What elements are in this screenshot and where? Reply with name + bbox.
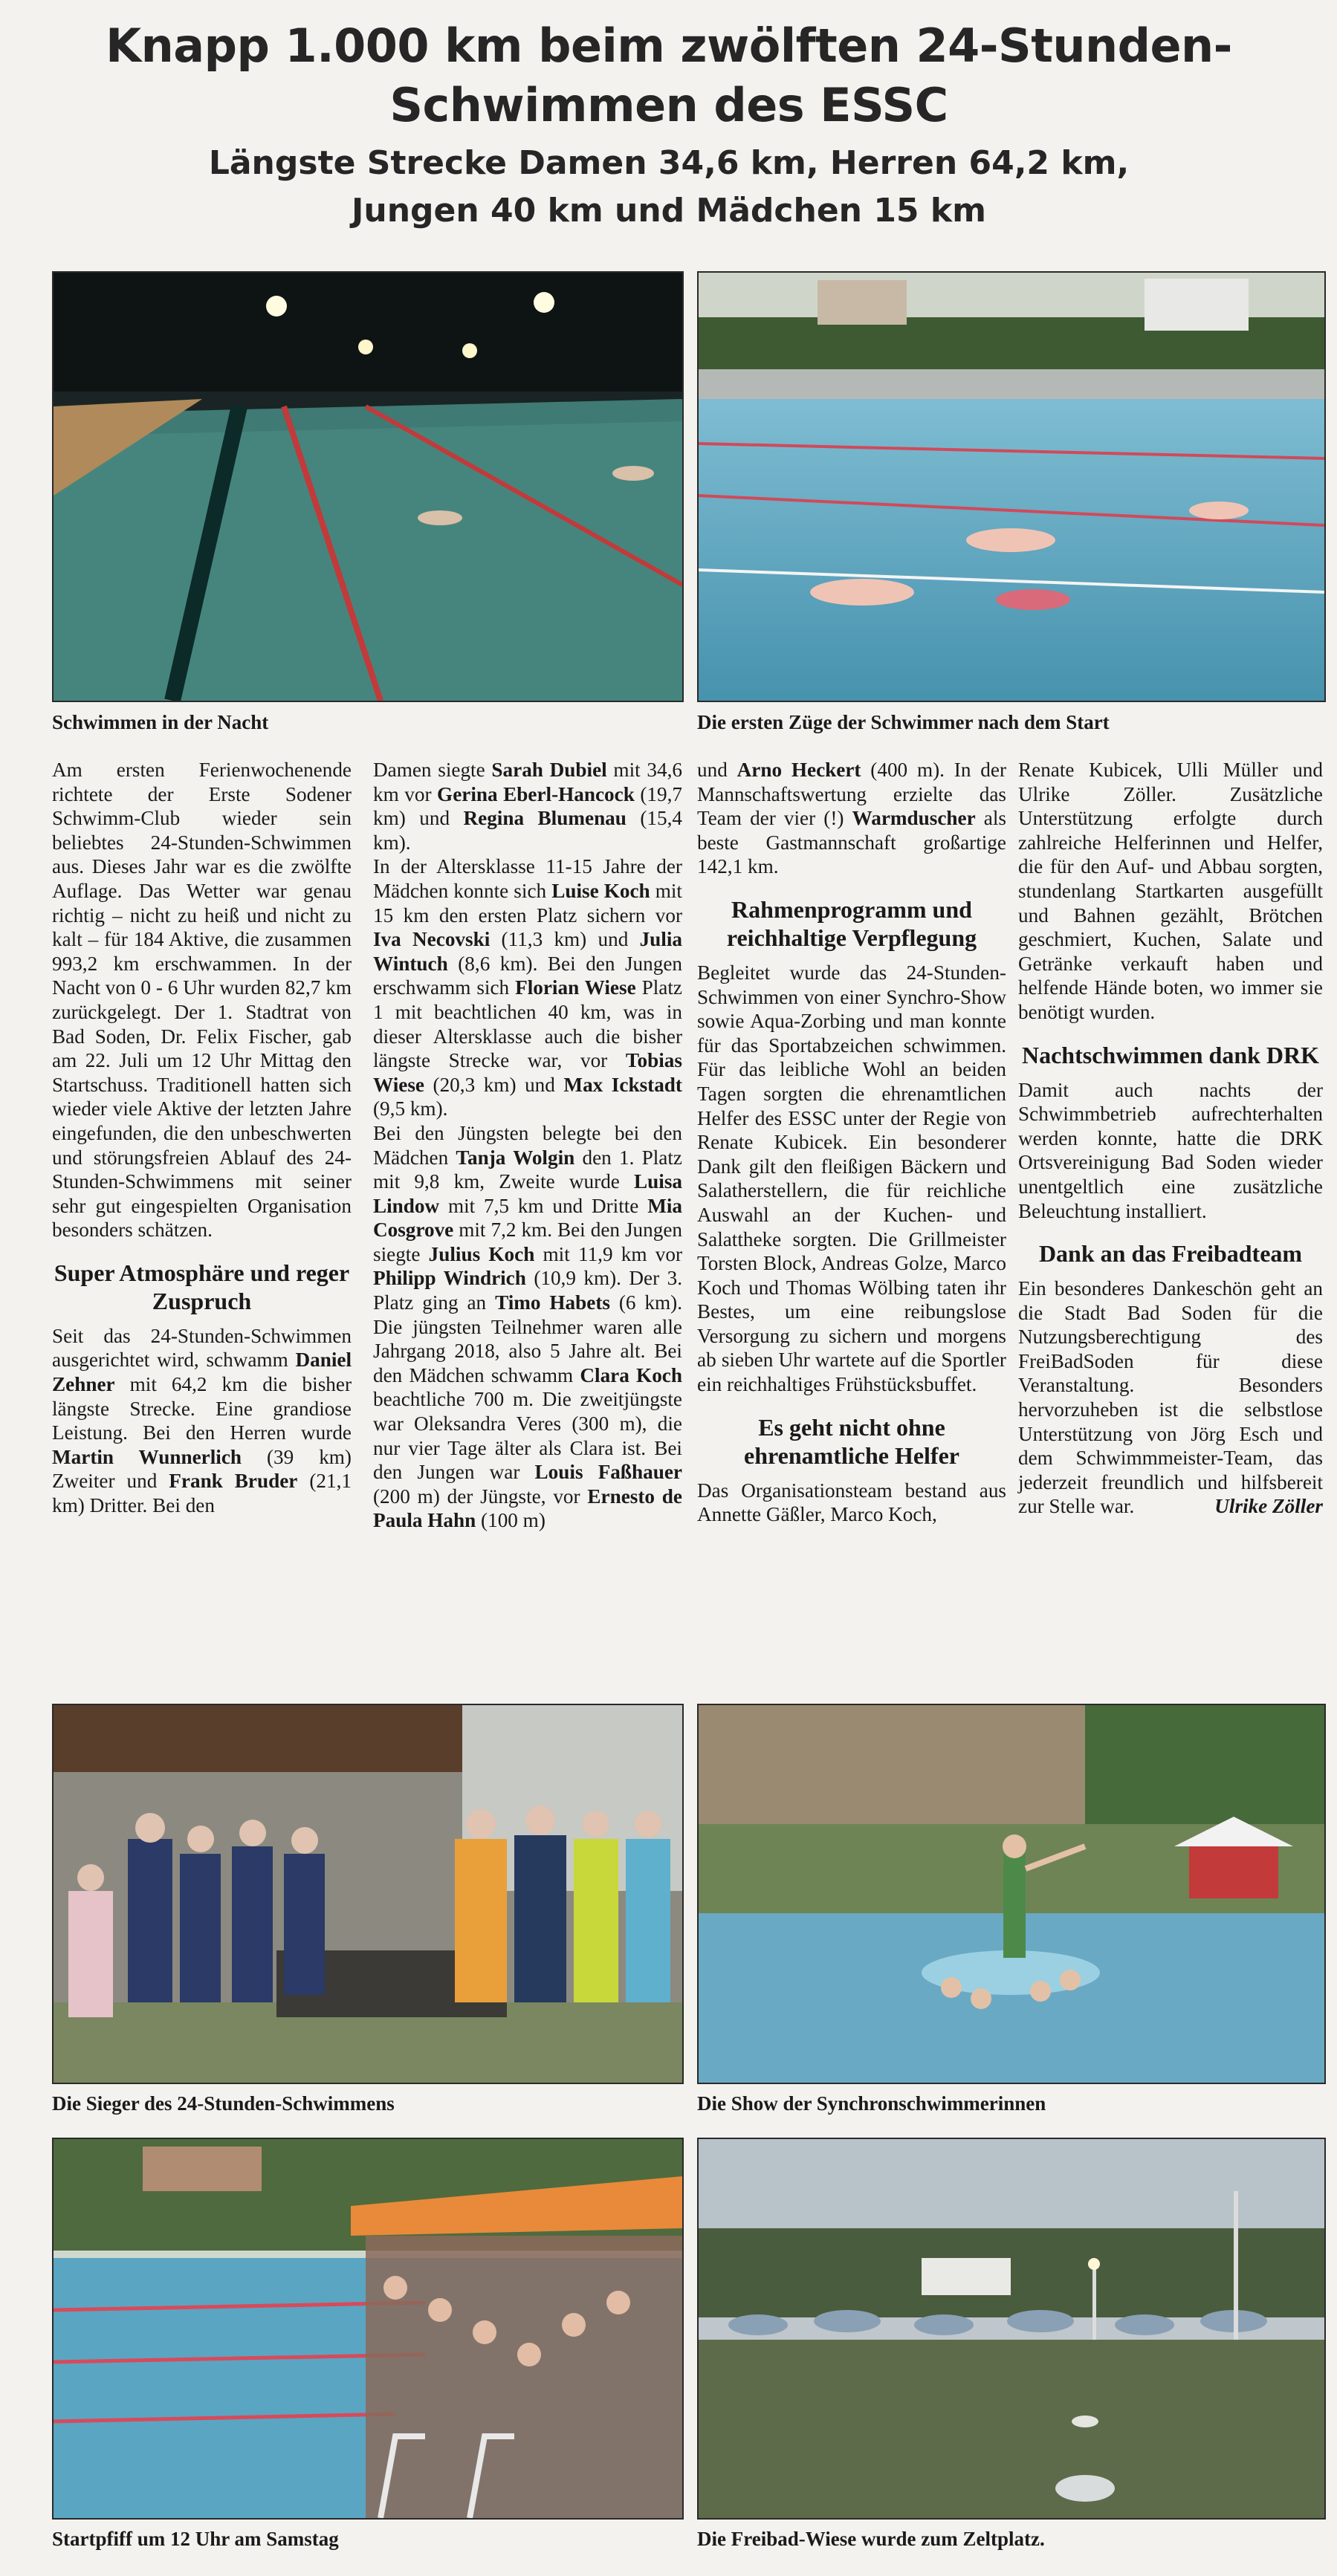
- night-pool-image: [54, 273, 682, 701]
- paragraph-organisation: Das Organisationsteam bestand aus Annette Gäßler, Marco Koch,: [697, 1479, 1006, 1526]
- caption-photo2: Die ersten Züge der Schwimmer nach dem Start: [697, 711, 1110, 733]
- paragraph-intro: Am ersten Ferienwochenende richtete der Erste Sodener Schwimm-Club wieder sein beliebtes 24-Stunden-Schwimmen aus. Dieses Jahr war es die zwölfte Auflage. Das Wetter war genau richtig – nicht zu heiß und nicht zu kalt – für 184 Aktive, die zusammen 993,2 km erschwammen. In der Nacht von 0 - 6 Uhr wurden 82,7 km zurückgelegt. Der 1. Stadtrat von Bad Soden, Dr. Felix Fischer, gab am 22. Juli um 12 Uhr Mittag den Startschuss. Traditionell hatten sich wieder viele Aktive der letzten Jahre eingefunden, die den unbeschwerten und störungsfreien Ablauf des 24-Stunden-Schwimmens mit seiner sehr gut eingespielten Organisation besonders schätzen.: [52, 759, 352, 1242]
- article-title: Knapp 1.000 km beim zwölften 24-Stunden-Schwimmen des ESSC: [106, 19, 1232, 132]
- caption-photo3: Die Sieger des 24-Stunden-Schwimmens: [52, 2092, 395, 2115]
- paragraph-drk: Damit auch nachts der Schwimmbetrieb aufrechterhalten werden konnte, hatte die DRK Ortsvereinigung Bad Soden wieder unentgeltlich eine zusätzliche Beleuchtung installiert.: [1018, 1078, 1323, 1222]
- synchro-swimming-image: [699, 1705, 1324, 2083]
- text-column-1: [52, 758, 352, 1518]
- author-name: Ulrike Zöller: [1214, 1495, 1323, 1518]
- daytime-pool-image: [699, 273, 1324, 701]
- text-column-2: [373, 758, 682, 1533]
- subheading-drk: Nachtschwimmen dank DRK: [1021, 1041, 1320, 1068]
- subheading-helpers: Es geht nicht ohne ehrenamtliche Helfer: [744, 1413, 959, 1469]
- article-subtitle-line2: Jungen 40 km und Mädchen 15 km: [352, 192, 986, 230]
- paragraph-thanks: Ein besonderes Dankeschön geht an die Stadt Bad Soden für die Nutzungsberechtigung des FreiBadSoden für diese Veranstaltung. Besonders hervorzuheben ist die selbstlose Unterstützung von Jörg Esch und dem Schwimmmeister-Team, das jederzeit freundlich und hilfsbereit zur Stelle war. Ulrike Zöller: [1018, 1277, 1323, 1518]
- paragraph-women-results: Damen siegte Sarah Dubiel mit 34,6 km vor Gerina Eberl-Hancock (19,7 km) und Regina Blumenau (15,4 km).: [373, 759, 683, 854]
- photo-start-signal: [52, 2138, 684, 2520]
- caption-photo4: Die Show der Synchronschwimmerinnen: [697, 2092, 1046, 2115]
- article-subtitle-line1: Längste Strecke Damen 34,6 km, Herren 64,2 km,: [208, 144, 1130, 182]
- photo-campsite: [697, 2138, 1326, 2520]
- caption-photo1: Schwimmen in der Nacht: [52, 711, 269, 733]
- paragraph-age-class-results: In der Altersklasse 11-15 Jahre der Mädchen konnte sich Luise Koch mit 15 km den ersten Platz sichern vor Iva Necovski (11,3 km) und Julia Wintuch (8,6 km). Bei den Jungen erschwamm sich Florian Wiese Platz 1 mit beachtlichen 40 km, was in dieser Altersklasse auch die bisher längste Strecke war, vor Tobias Wiese (20,3 km) und Max Ickstadt (9,5 km).: [373, 855, 682, 1120]
- photo-night-swimming: [52, 271, 684, 702]
- text-column-3: [697, 758, 1006, 1527]
- paragraph-helpers: Renate Kubicek, Ulli Müller und Ulrike Zöller. Zusätzliche Unterstützung erfolgte durch zahlreiche Helferinnen und Helfer, die für den Auf- und Abbau sorgten, stundenlang Startkarten ausgefüllt und Bahnen gezählt, Brötchen geschmiert, Kuchen, Salate und Getränke verkauft haben und helfende Hände boten, wo immer sie benötigt wurden.: [1018, 759, 1323, 1023]
- paragraph-men-results: Seit das 24-Stunden-Schwimmen ausgerichtet wird, schwamm Daniel Zehner mit 64,2 km die bisher längste Strecke. Eine grandiose Leistung. Bei den Herren wurde Martin Wunnerlich (39 km) Zweiter und Frank Bruder (21,1 km) Dritter. Bei den: [52, 1324, 352, 1517]
- campsite-meadow-image: [699, 2139, 1324, 2518]
- subheading-programme: Rahmenprogramm und reichhaltige Verpflegung: [726, 895, 977, 951]
- subheading-freibadteam: Dank an das Freibadteam: [1038, 1240, 1303, 1268]
- photo-winners: [52, 1704, 684, 2084]
- start-pool-image: [54, 2139, 682, 2518]
- photo-swimmers-start: [697, 271, 1326, 702]
- caption-photo5: Startpfiff um 12 Uhr am Samstag: [52, 2528, 339, 2550]
- article-headline: [45, 16, 1293, 235]
- winners-group-image: [54, 1705, 682, 2083]
- subheading-atmosphere: Super Atmosphäre und reger Zuspruch: [54, 1259, 350, 1314]
- paragraph-programme: Begleitet wurde das 24-Stunden-Schwimmen von einer Synchro-Show sowie Aqua-Zorbing und man konnte für das Sportabzeichen schwimmen. Für das leibliche Wohl an beiden Tagen sorgten die ehrenamtlichen Helfer des ESSC unter der Regie von Renate Kubicek. Ein besonderer Dank gilt den fleißigen Bäckern und Salatherstellern, die für reichliche Auswahl an der Kuchen- und Salattheke sorgten. Die Grillmeister Torsten Block, Andreas Golze, Marco Koch und Thomas Wölbing taten ihr Bestes, um eine reibungslose Versorgung zu sichern und morgens ab sieben Uhr wartete auf die Sportler ein reichhaltiges Frühstücksbuffet.: [697, 961, 1006, 1396]
- text-column-4: [1018, 758, 1323, 1519]
- photo-synchro-show: [697, 1704, 1326, 2084]
- caption-photo6: Die Freibad-Wiese wurde zum Zeltplatz.: [697, 2528, 1045, 2550]
- paragraph-team-results: und Arno Heckert (400 m). In der Mannschaftswertung erzielte das Team der vier (!) Warmduscher als beste Gastmannschaft großartige 142,1 km.: [697, 759, 1006, 878]
- paragraph-youngest-results: Bei den Jüngsten belegte bei den Mädchen Tanja Wolgin den 1. Platz mit 9,8 km, Zweite wurde Luisa Lindow mit 7,5 km und Dritte Mia Cosgrove mit 7,2 km. Bei den Jungen siegte Julius Koch mit 11,9 km vor Philipp Windrich (10,9 km). Der 3. Platz ging an Timo Habets (6 km). Die jüngsten Teilnehmer waren alle Jahrgang 2018, also 5 Jahre alt. Bei den Mädchen schwamm Clara Koch beachtliche 700 m. Die zweitjüngste war Oleksandra Veres (300 m), die nur vier Tage älter als Clara ist. Bei den Jungen war Louis Faßhauer (200 m) der Jüngste, vor Ernesto de Paula Hahn (100 m): [373, 1121, 683, 1532]
